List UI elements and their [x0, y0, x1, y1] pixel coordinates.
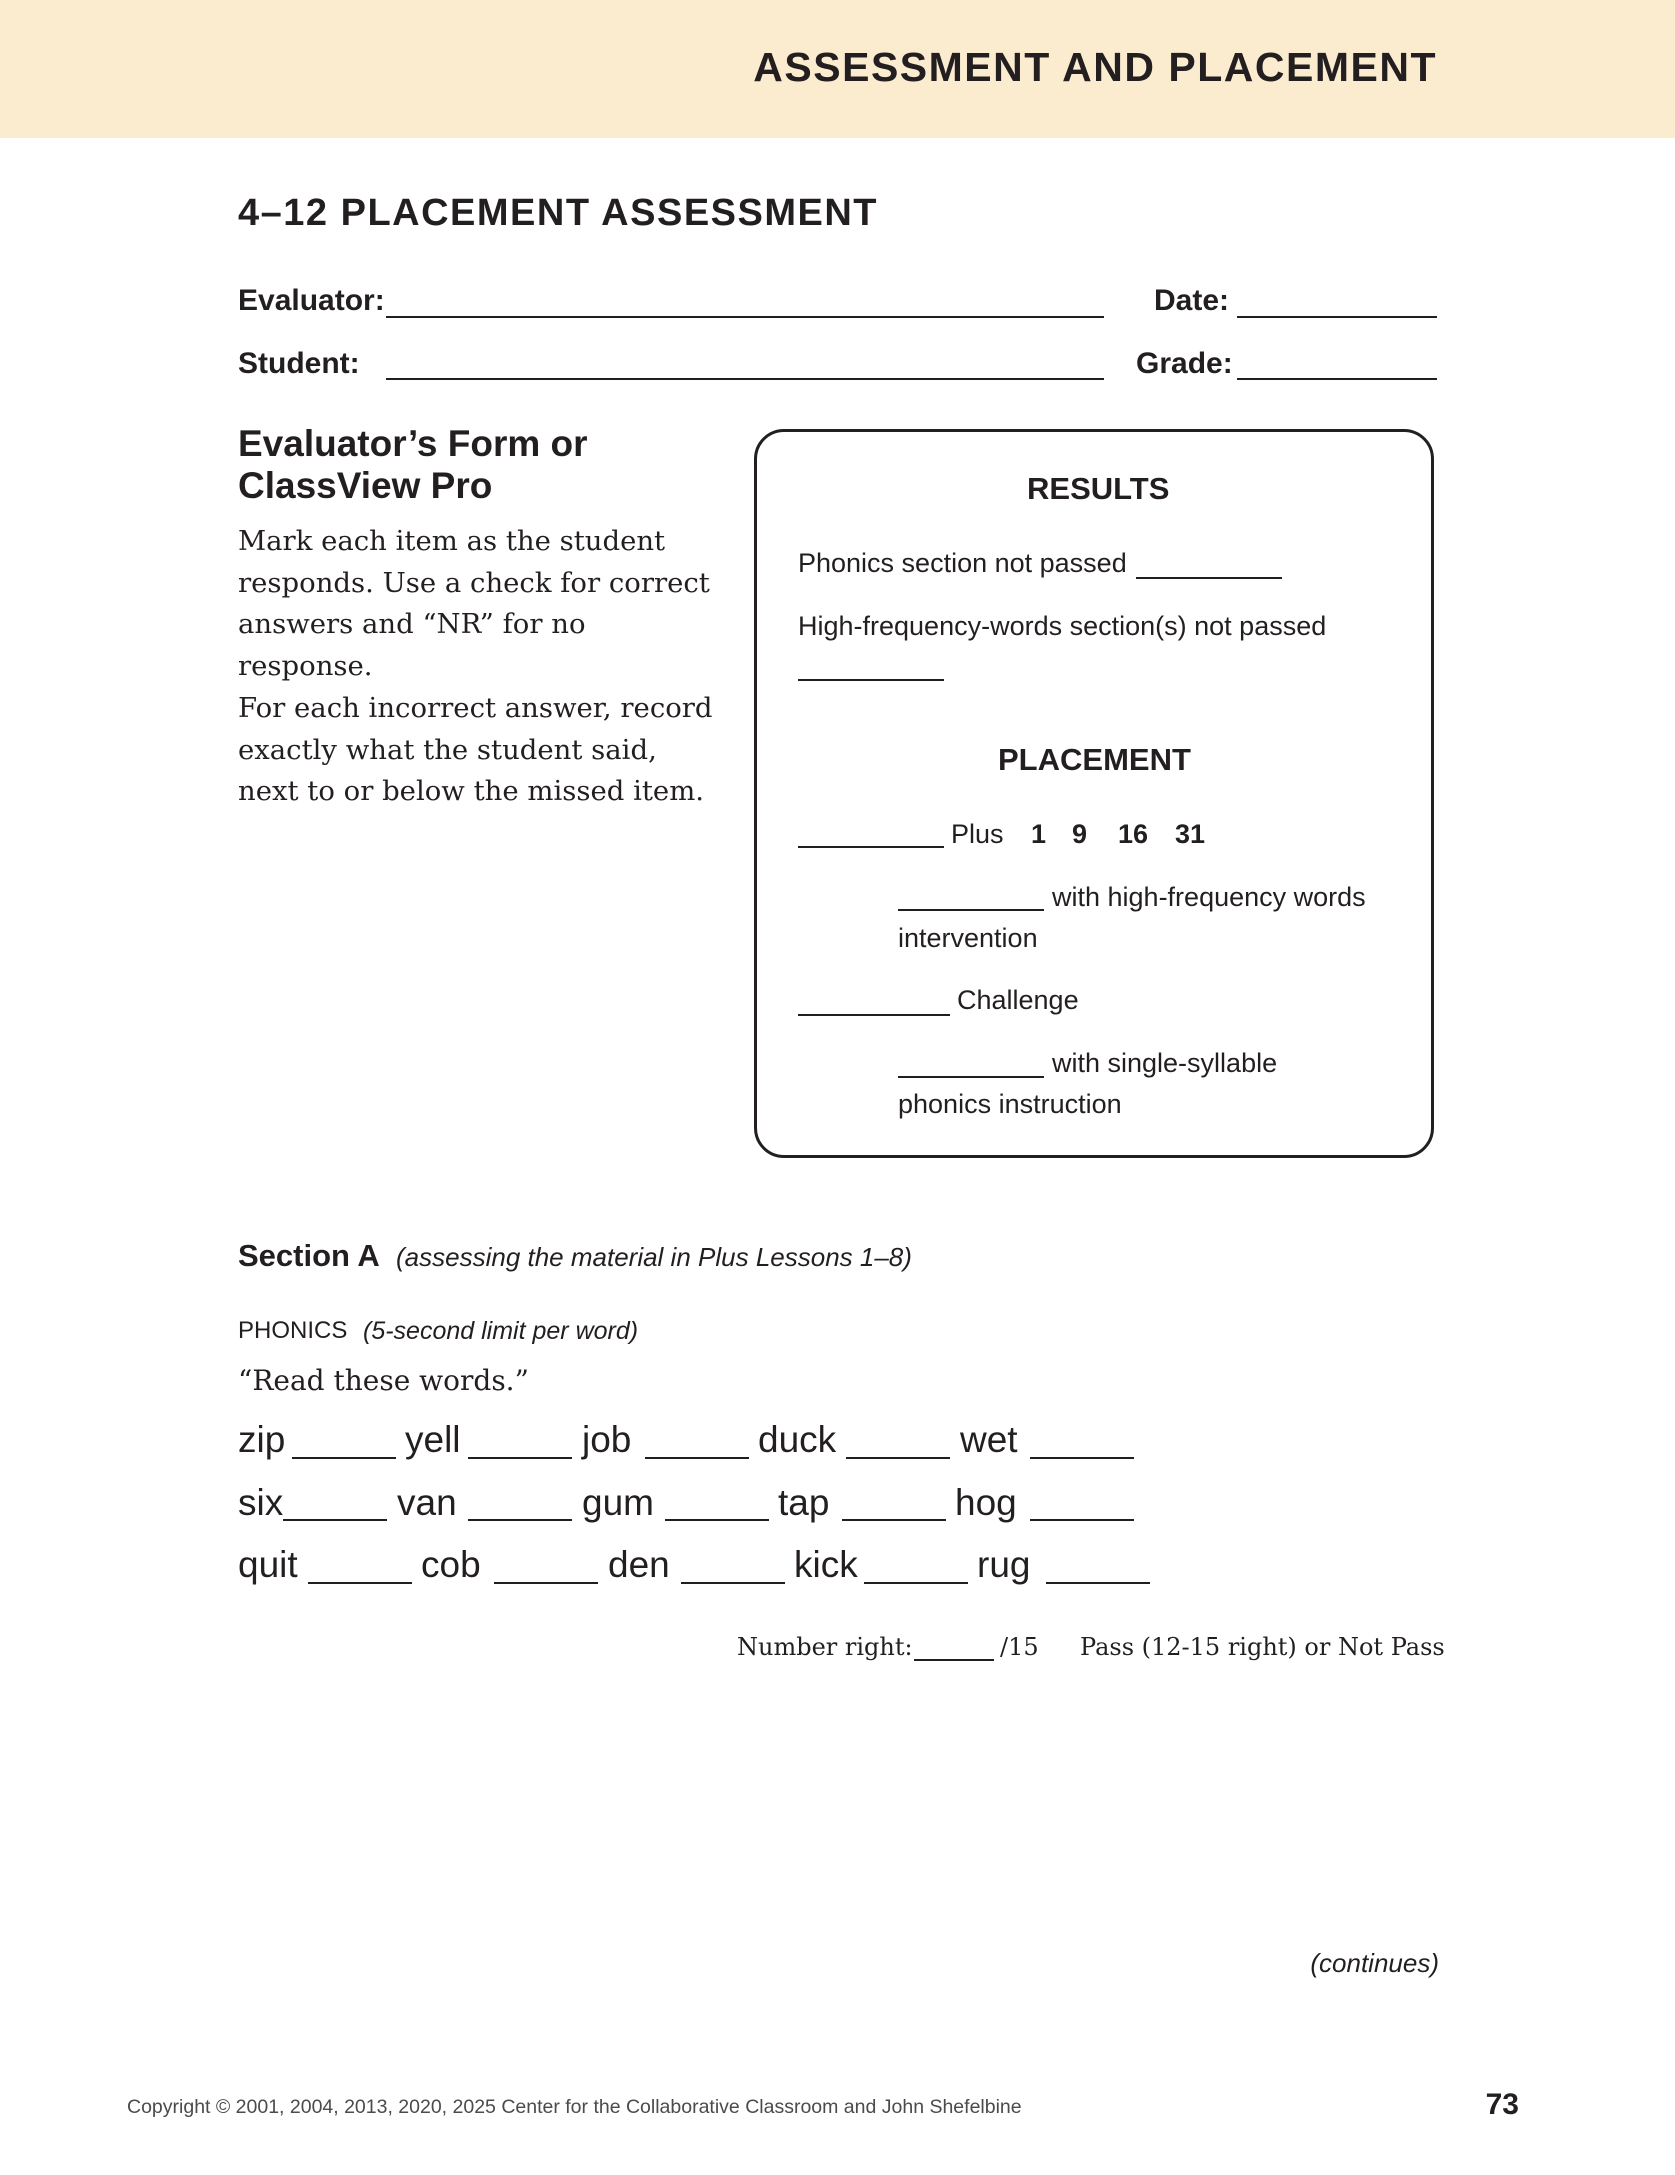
section-a-note: (assessing the material in Plus Lessons 1–8) — [396, 1242, 912, 1272]
plus-blank[interactable] — [798, 846, 944, 848]
word-answer-blank[interactable] — [1030, 1519, 1134, 1521]
word-answer-blank[interactable] — [842, 1519, 946, 1521]
plus-number[interactable]: 9 — [1072, 819, 1088, 849]
header-band — [0, 0, 1675, 138]
instructions-line: exactly what the student said, — [238, 733, 657, 766]
word-answer-blank[interactable] — [494, 1582, 598, 1584]
instructions-line: answers and “NR” for no response. — [238, 608, 586, 683]
phonics-word: yell — [405, 1419, 461, 1460]
word-answer-blank[interactable] — [681, 1582, 785, 1584]
word-answer-blank[interactable] — [283, 1519, 387, 1521]
grade-field[interactable] — [1237, 378, 1437, 380]
plus-label: Plus — [951, 819, 1004, 849]
instructions-line: For each incorrect answer, record — [238, 691, 713, 724]
results-heading: RESULTS — [1027, 471, 1170, 506]
phonics-not-passed-blank[interactable] — [1136, 577, 1282, 579]
phonics-word: rug — [977, 1544, 1031, 1585]
word-answer-blank[interactable] — [468, 1457, 572, 1459]
phonics-word: van — [397, 1482, 457, 1523]
single-syllable-blank[interactable] — [898, 1076, 1044, 1078]
word-answer-blank[interactable] — [665, 1519, 769, 1521]
phonics-word: job — [582, 1419, 632, 1460]
single-syllable-label: with single-syllable — [1052, 1048, 1278, 1078]
evaluator-field[interactable] — [386, 316, 1104, 318]
page-title: 4–12 PLACEMENT ASSESSMENT — [238, 192, 879, 234]
word-answer-blank[interactable] — [1030, 1457, 1134, 1459]
phonics-word: quit — [238, 1544, 298, 1585]
word-answer-blank[interactable] — [1046, 1582, 1150, 1584]
pass-text: Pass (12-15 right) or Not Pass — [1080, 1633, 1445, 1661]
hf-not-passed-blank[interactable] — [798, 679, 944, 681]
instructions-line: responds. Use a check for correct — [238, 566, 710, 599]
date-field[interactable] — [1237, 316, 1437, 318]
student-label: Student: — [238, 347, 360, 380]
instructions-line: next to or below the missed item. — [238, 775, 705, 808]
phonics-word: six — [238, 1482, 284, 1523]
phonics-note: (5-second limit per word) — [363, 1317, 639, 1345]
hf-intervention-blank[interactable] — [898, 909, 1044, 911]
copyright: Copyright © 2001, 2004, 2013, 2020, 2025 Center for the Collaborative Classroom and John Shefelbine — [127, 2096, 1022, 2118]
single-syllable-label-cont: phonics instruction — [898, 1089, 1122, 1119]
number-right-total: /15 — [1000, 1633, 1039, 1661]
student-field[interactable] — [386, 378, 1104, 380]
phonics-word: hog — [955, 1482, 1017, 1523]
word-answer-blank[interactable] — [308, 1582, 412, 1584]
word-answer-blank[interactable] — [864, 1582, 968, 1584]
form-heading-line2: ClassView Pro — [238, 465, 493, 506]
word-answer-blank[interactable] — [292, 1457, 396, 1459]
phonics-word: gum — [582, 1482, 654, 1523]
read-prompt: “Read these words.” — [238, 1364, 529, 1397]
form-heading-line1: Evaluator’s Form or — [238, 423, 588, 464]
word-answer-blank[interactable] — [468, 1519, 572, 1521]
phonics-word: zip — [238, 1419, 286, 1460]
number-right-label: Number right: — [737, 1633, 913, 1661]
instructions-line: Mark each item as the student — [238, 525, 666, 557]
challenge-blank[interactable] — [798, 1014, 950, 1016]
evaluator-label: Evaluator: — [238, 284, 385, 317]
phonics-word: wet — [960, 1419, 1018, 1460]
phonics-word: den — [608, 1544, 670, 1585]
phonics-not-passed-label: Phonics section not passed — [798, 548, 1127, 578]
page-number: 73 — [1485, 2088, 1519, 2121]
hf-intervention-label: with high-frequency words — [1052, 882, 1366, 912]
header-title: ASSESSMENT AND PLACEMENT — [753, 44, 1437, 90]
placement-heading: PLACEMENT — [998, 742, 1191, 777]
instructions — [238, 521, 728, 813]
grade-label: Grade: — [1136, 347, 1233, 380]
phonics-label: PHONICS — [238, 1317, 348, 1344]
word-answer-blank[interactable] — [645, 1457, 749, 1459]
hf-intervention-label-cont: intervention — [898, 923, 1038, 953]
date-label: Date: — [1154, 284, 1230, 317]
plus-number[interactable]: 31 — [1175, 819, 1206, 849]
continues-note: (continues) — [1310, 1948, 1439, 1978]
phonics-word: cob — [421, 1544, 481, 1585]
challenge-label: Challenge — [957, 985, 1079, 1015]
section-a-title: Section A — [238, 1238, 380, 1273]
phonics-word: tap — [778, 1482, 830, 1523]
phonics-word: duck — [758, 1419, 837, 1460]
form-heading — [238, 423, 718, 507]
plus-number[interactable]: 16 — [1118, 819, 1149, 849]
hf-not-passed-label: High-frequency-words section(s) not passed — [798, 611, 1327, 641]
phonics-word: kick — [794, 1544, 858, 1585]
number-right-blank[interactable] — [914, 1659, 994, 1661]
word-answer-blank[interactable] — [846, 1457, 950, 1459]
plus-number[interactable]: 1 — [1031, 819, 1047, 849]
